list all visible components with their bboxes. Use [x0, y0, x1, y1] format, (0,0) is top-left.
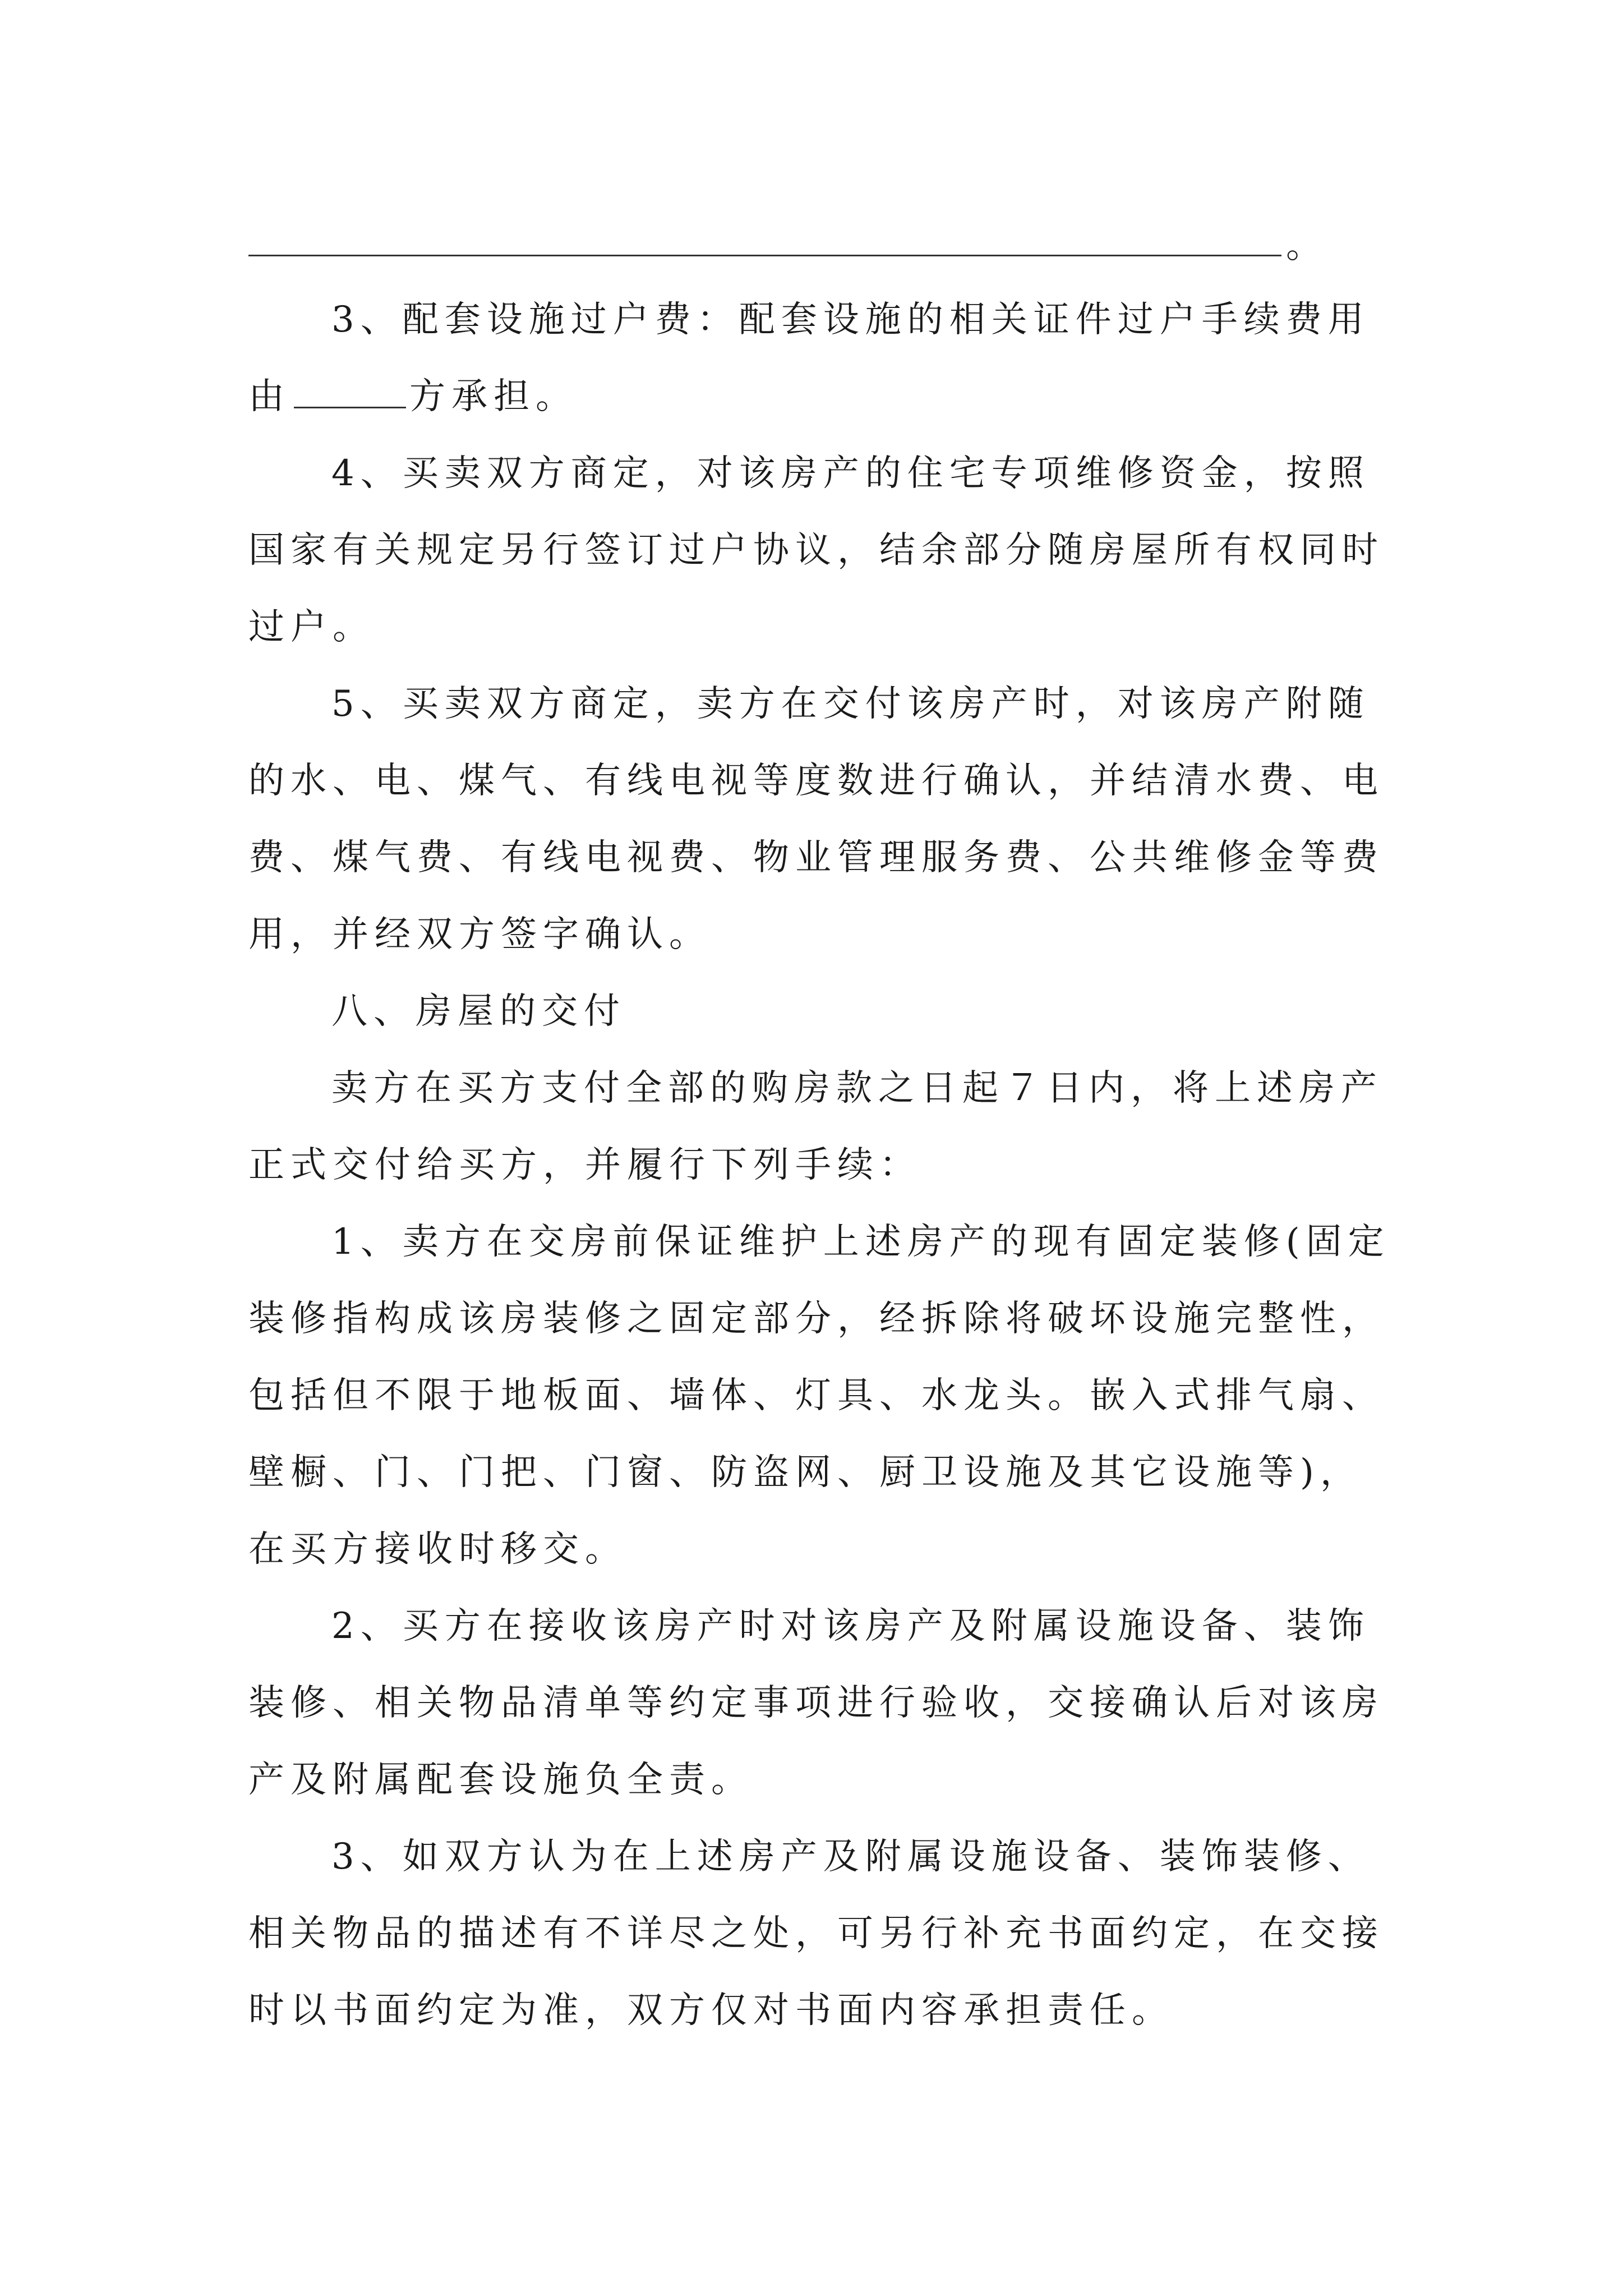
document-body	[248, 215, 1398, 2049]
clause-utility-settlement: 5、买卖双方商定，卖方在交付该房产时，对该房产附随的水、电、煤气、有线电视等度数进行确认，并结清水费、电费、煤气费、有线电视费、物业管理服务费、公共维修金等费用，并经双方签字确认。	[248, 683, 1384, 955]
clause-maintenance-fund: 4、买卖双方商定，对该房产的住宅专项维修资金，按照国家有关规定另行签订过户协议，结余部分随房屋所有权同时过户。	[248, 453, 1384, 648]
blank-fill-line	[248, 215, 1398, 272]
clause-text-end: 方承担。	[409, 376, 578, 417]
clause-supplementary-agreement: 3、如双方认为在上述房产及附属设施设备、装饰装修、相关物品的描述有不详尽之处，可另行补充书面约定，在交接时以书面约定为准，双方仅对书面内容承担责任。	[248, 1836, 1384, 2031]
clause-fixed-decoration: 1、卖方在交房前保证维护上述房产的现有固定装修(固定装修指构成该房装修之固定部分，经拆除将破坏设施完整性，包括但不限于地板面、墙体、灯具、水龙头。嵌入式排气扇、壁橱、门、门把、门窗、防盗网、厨卫设施及其它设施等)，在买方接收时移交。	[248, 1221, 1390, 1570]
line-end-mark: 。	[1286, 225, 1322, 266]
section-heading-delivery: 八、房屋的交付	[331, 991, 626, 1032]
clause-delivery-intro: 卖方在买方支付全部的购房款之日起７日内，将上述房产正式交付给买方，并履行下列手续：	[248, 1068, 1383, 1186]
fill-underline	[248, 255, 1281, 256]
party-blank	[294, 380, 406, 408]
clause-facility-transfer-fee	[248, 282, 1398, 435]
clause-inspection: 2、买方在接收该房产时对该房产及附属设施设备、装饰装修、相关物品清单等约定事项进行验收，交接确认后对该房产及附属配套设施负全责。	[248, 1605, 1384, 1801]
clause-text: 3、配套设施过户费：配套设施的相关证件过户手续费用由	[248, 299, 1370, 417]
